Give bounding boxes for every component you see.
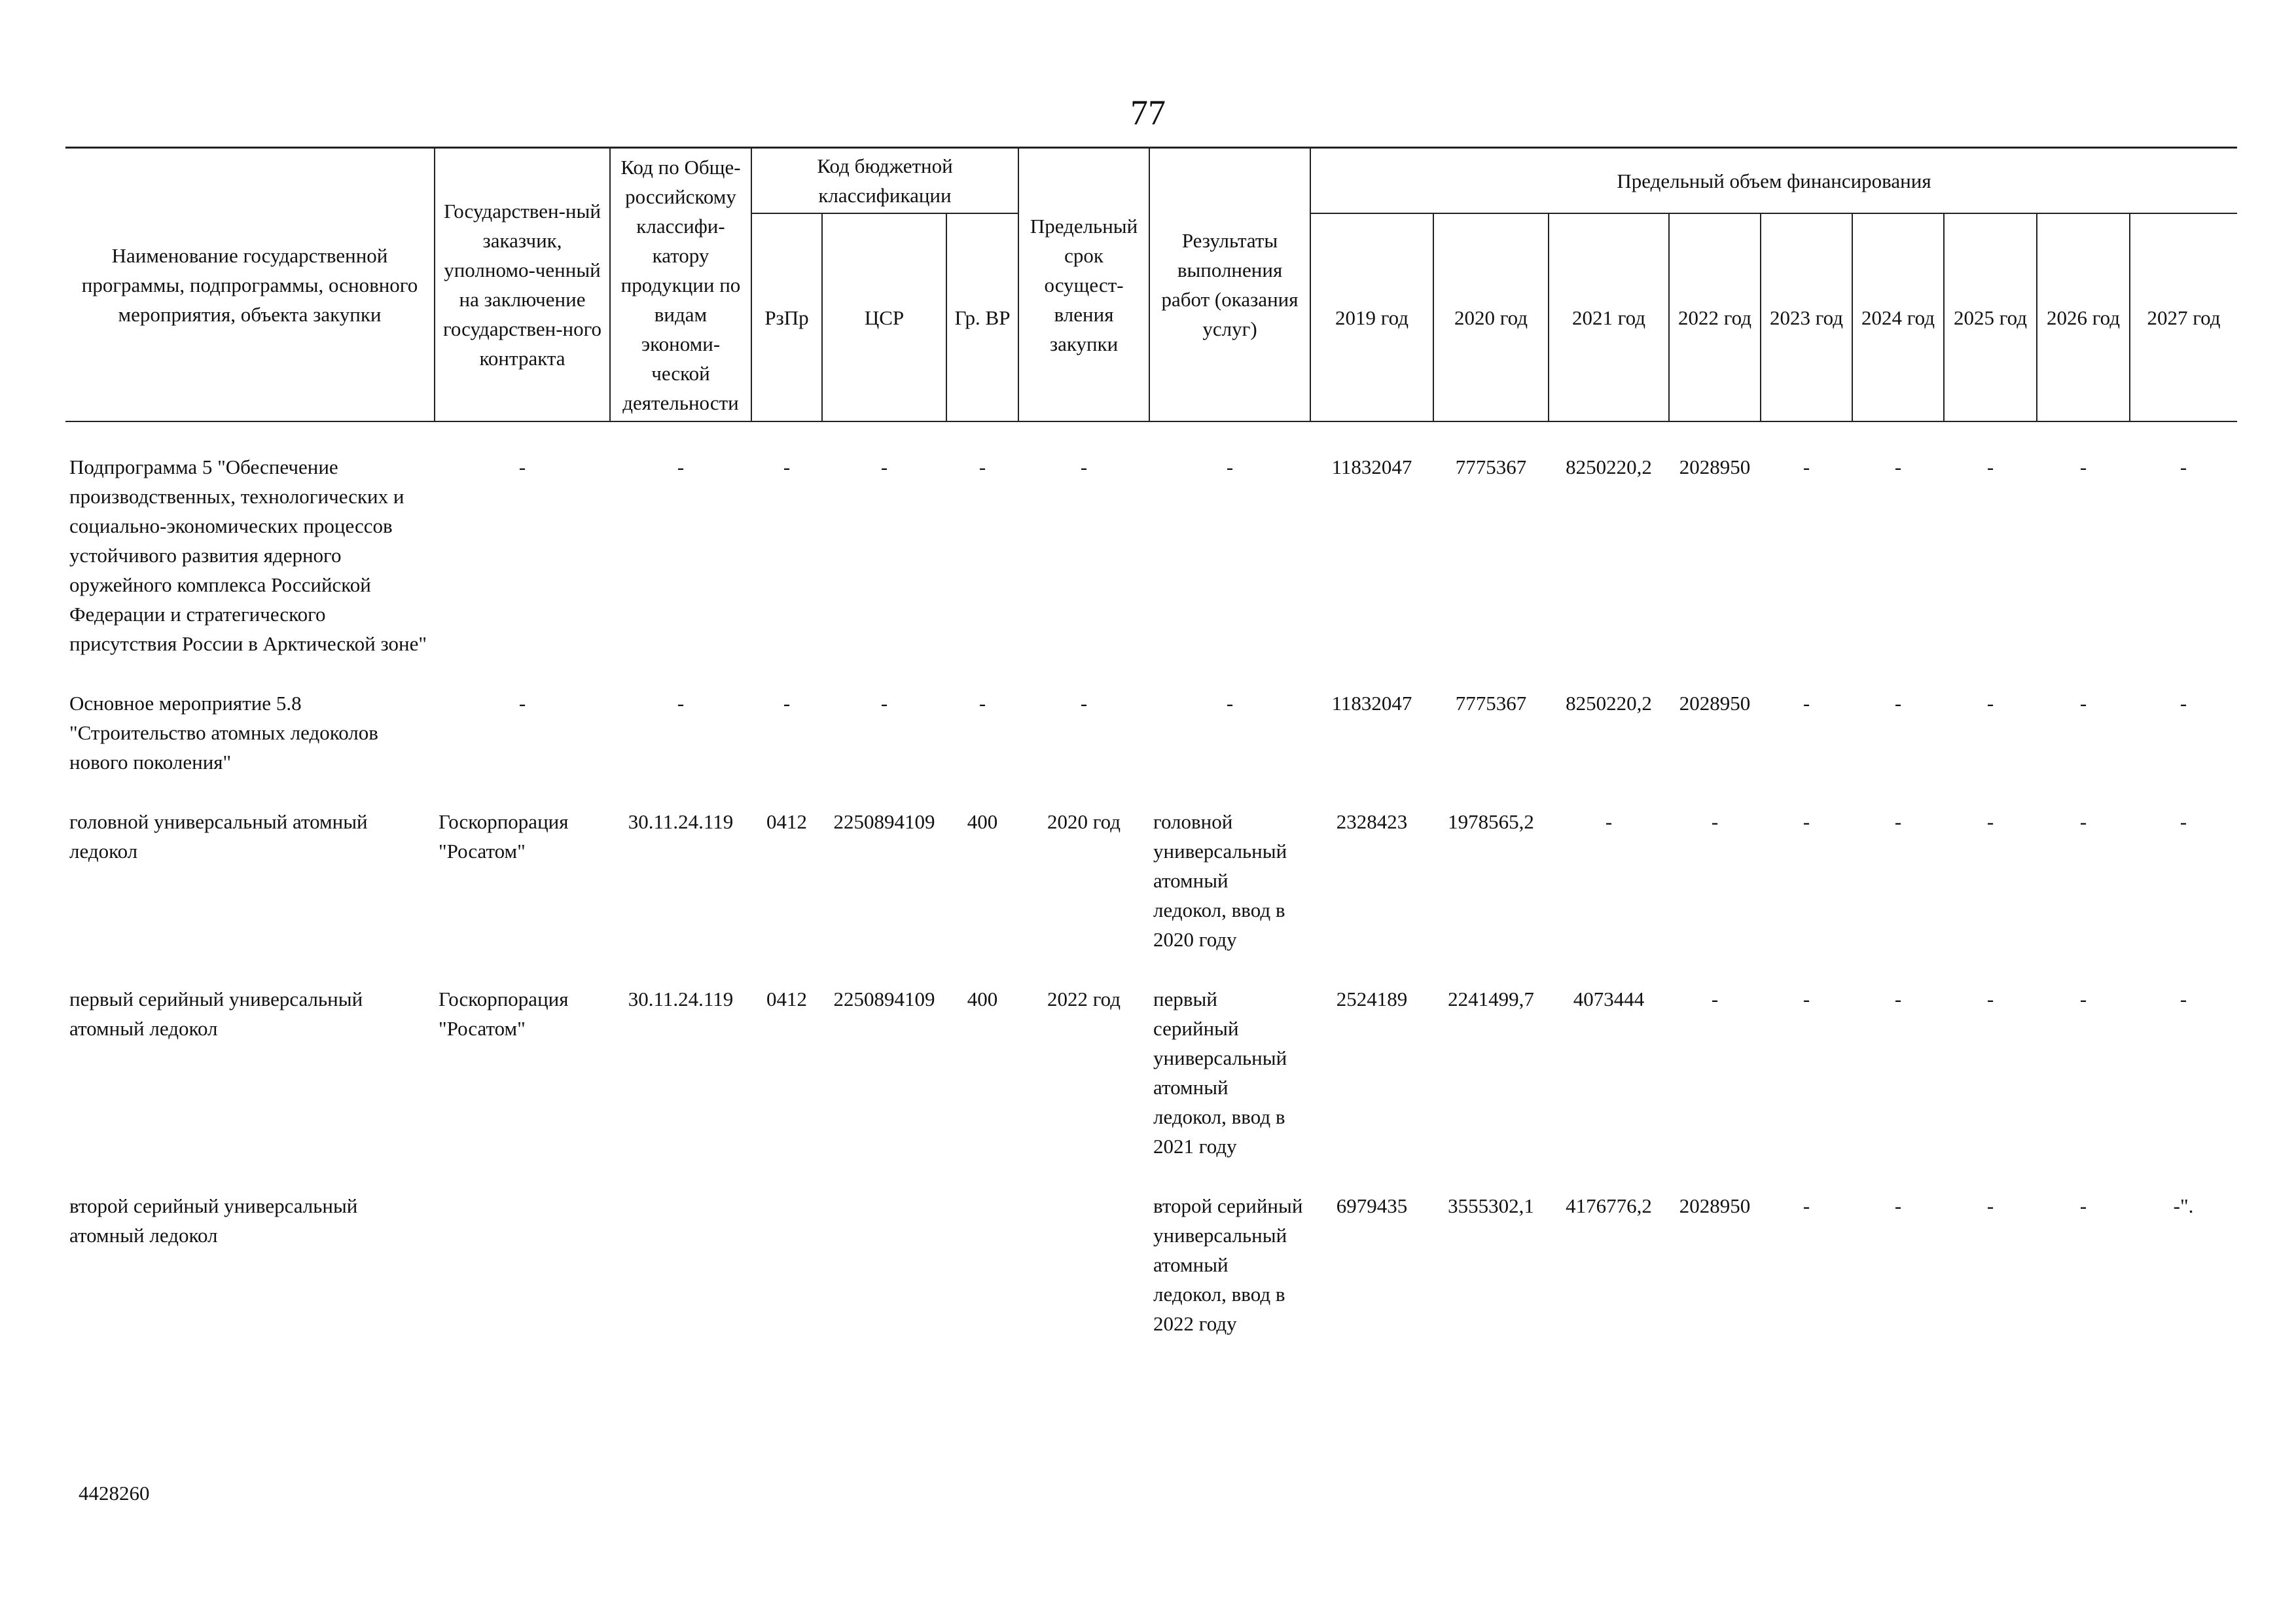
row-results: второй серийный универсальный атомный ледокол, ввод в 2022 году xyxy=(1153,1194,1303,1335)
row-y2026: - xyxy=(2079,692,2087,715)
row-y2023: - xyxy=(1803,455,1810,478)
row-y2026: - xyxy=(2079,1194,2087,1217)
row-okpd xyxy=(610,1191,751,1338)
row-y2020: 2241499,7 xyxy=(1448,988,1534,1010)
row-grvr: 400 xyxy=(967,988,998,1010)
header-name: Наименование государственной программы, подпрограммы, основного мероприятия, объекта закупки xyxy=(65,148,435,422)
row-name: Основное мероприятие 5.8 "Строительство атомных ледоколов нового поколения" xyxy=(69,692,378,774)
row-rzpr: 0412 xyxy=(766,988,807,1010)
row-y2027: - xyxy=(2179,988,2187,1010)
row-grvr: 400 xyxy=(967,810,998,833)
row-y2026: - xyxy=(2079,810,2087,833)
header-year-2021: 2021 год xyxy=(1549,213,1669,421)
header-deadline: Предельный срок осущест-вления закупки xyxy=(1018,148,1149,422)
row-y2019: 11832047 xyxy=(1331,692,1412,715)
header-customer: Государствен-ный заказчик, уполномо-ченный на заключение государствен-ного контракта xyxy=(435,148,610,422)
header-year-2020: 2020 год xyxy=(1433,213,1549,421)
row-y2022: - xyxy=(1711,810,1719,833)
row-y2026: - xyxy=(2079,455,2087,478)
row-name: Подпрограмма 5 "Обеспечение производственных, технологических и социально-экономических процессов устойчивого развития ядерного оружейного комплекса Российской Федерации и стратегического присутствия России в Арктической зоне" xyxy=(69,455,427,655)
row-y2026: - xyxy=(2079,988,2087,1010)
row-rzpr: - xyxy=(783,455,791,478)
row-y2022: 2028950 xyxy=(1679,455,1751,478)
table-row xyxy=(65,1191,2237,1338)
row-y2024: - xyxy=(1894,1194,1902,1217)
row-okpd: - xyxy=(677,455,685,478)
row-csr: - xyxy=(880,692,888,715)
header-grvr: Гр. ВР xyxy=(946,213,1018,421)
row-grvr xyxy=(946,1191,1018,1338)
row-y2019: 2524189 xyxy=(1336,988,1408,1010)
row-y2025: - xyxy=(1986,810,1994,833)
row-customer: Госкорпорация "Росатом" xyxy=(439,988,569,1040)
row-y2022: 2028950 xyxy=(1679,692,1751,715)
row-y2024: - xyxy=(1894,988,1902,1010)
row-results: первый серийный универсальный атомный ледокол, ввод в 2021 году xyxy=(1153,988,1287,1158)
row-deadline xyxy=(1018,1191,1149,1338)
row-results: - xyxy=(1226,455,1234,478)
row-y2024: - xyxy=(1894,810,1902,833)
header-year-2027: 2027 год xyxy=(2130,213,2237,421)
row-y2023: - xyxy=(1803,988,1810,1010)
row-csr: 2250894109 xyxy=(833,810,935,833)
header-rzpr: РзПр xyxy=(751,213,822,421)
row-y2022: - xyxy=(1711,988,1719,1010)
row-results: головной универсальный атомный ледокол, ввод в 2020 году xyxy=(1153,810,1287,951)
row-grvr: - xyxy=(978,455,986,478)
header-year-2023: 2023 год xyxy=(1761,213,1852,421)
row-y2020: 7775367 xyxy=(1455,455,1527,478)
row-y2021: 4073444 xyxy=(1573,988,1645,1010)
table-header xyxy=(65,148,2237,422)
row-y2027: - xyxy=(2179,810,2187,833)
table-row xyxy=(65,984,2237,1161)
header-year-2024: 2024 год xyxy=(1852,213,1944,421)
row-y2023: - xyxy=(1803,692,1810,715)
header-year-2022: 2022 год xyxy=(1669,213,1761,421)
row-okpd: 30.11.24.119 xyxy=(628,810,734,833)
row-y2027: - xyxy=(2179,455,2187,478)
row-y2024: - xyxy=(1894,692,1902,715)
row-y2027: -". xyxy=(2173,1194,2194,1217)
header-year-2019: 2019 год xyxy=(1310,213,1433,421)
header-year-2025: 2025 год xyxy=(1944,213,2037,421)
row-y2022: 2028950 xyxy=(1679,1194,1751,1217)
footer-code: 4428260 xyxy=(79,1482,150,1505)
row-y2025: - xyxy=(1986,1194,1994,1217)
row-name: второй серийный универсальный атомный ледокол xyxy=(69,1194,358,1247)
row-rzpr: 0412 xyxy=(766,810,807,833)
page-number: 77 xyxy=(1130,93,1166,132)
header-results: Результаты выполнения работ (оказания услуг) xyxy=(1149,148,1310,422)
row-rzpr: - xyxy=(783,692,791,715)
row-csr: 2250894109 xyxy=(833,988,935,1010)
table-body xyxy=(65,421,2237,1338)
row-y2025: - xyxy=(1986,692,1994,715)
row-y2020: 7775367 xyxy=(1455,692,1527,715)
table-row xyxy=(65,807,2237,954)
row-y2019: 11832047 xyxy=(1331,455,1412,478)
row-grvr: - xyxy=(978,692,986,715)
header-okpd: Код по Обще-российскому классифи-катору продукции по видам экономи-ческой деятельности xyxy=(610,148,751,422)
header-year-2026: 2026 год xyxy=(2037,213,2130,421)
row-name: первый серийный универсальный атомный ледокол xyxy=(69,988,363,1040)
row-y2020: 1978565,2 xyxy=(1448,810,1534,833)
row-y2020: 3555302,1 xyxy=(1448,1194,1534,1217)
row-y2019: 2328423 xyxy=(1336,810,1408,833)
row-csr: - xyxy=(880,455,888,478)
row-y2023: - xyxy=(1803,810,1810,833)
row-y2021: - xyxy=(1605,810,1613,833)
row-y2019: 6979435 xyxy=(1336,1194,1408,1217)
row-y2021: 4176776,2 xyxy=(1566,1194,1652,1217)
row-y2021: 8250220,2 xyxy=(1566,455,1652,478)
row-name: головной универсальный атомный ледокол xyxy=(69,810,368,863)
row-y2027: - xyxy=(2179,692,2187,715)
row-results: - xyxy=(1226,692,1234,715)
header-financing: Предельный объем финансирования xyxy=(1310,148,2237,214)
row-y2023: - xyxy=(1803,1194,1810,1217)
procurement-table xyxy=(65,147,2237,1338)
table-row xyxy=(65,688,2237,777)
row-customer: - xyxy=(518,692,526,715)
row-customer: - xyxy=(518,455,526,478)
row-okpd: 30.11.24.119 xyxy=(628,988,734,1010)
row-y2025: - xyxy=(1986,988,1994,1010)
row-csr xyxy=(822,1191,946,1338)
row-deadline: 2020 год xyxy=(1047,810,1121,833)
row-deadline: - xyxy=(1080,455,1088,478)
header-csr: ЦСР xyxy=(822,213,946,421)
row-customer: Госкорпорация "Росатом" xyxy=(439,810,569,863)
row-deadline: - xyxy=(1080,692,1088,715)
row-y2024: - xyxy=(1894,455,1902,478)
table-row xyxy=(65,452,2237,658)
row-okpd: - xyxy=(677,692,685,715)
header-budget-code: Код бюджетной классификации xyxy=(751,148,1018,214)
row-rzpr xyxy=(751,1191,822,1338)
row-y2021: 8250220,2 xyxy=(1566,692,1652,715)
row-customer xyxy=(435,1191,610,1338)
row-deadline: 2022 год xyxy=(1047,988,1121,1010)
row-y2025: - xyxy=(1986,455,1994,478)
